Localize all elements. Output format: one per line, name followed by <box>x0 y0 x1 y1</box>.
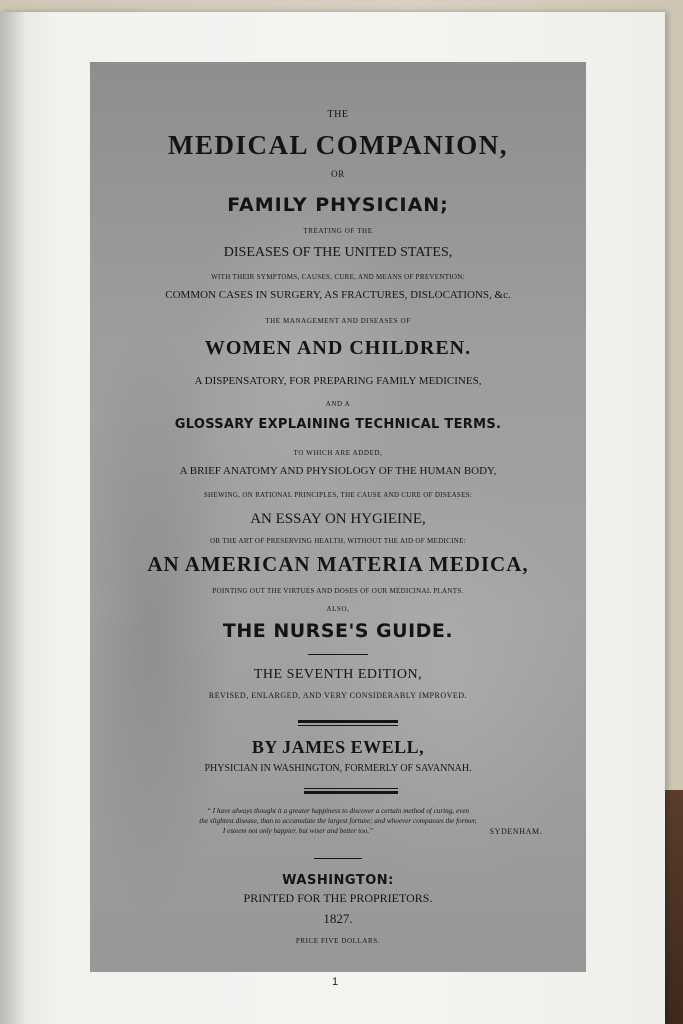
glossary-line: GLOSSARY EXPLAINING TECHNICAL TERMS. <box>174 417 502 432</box>
short-divider-2 <box>314 858 362 859</box>
the-label: THE <box>327 109 349 120</box>
printer-line: PRINTED FOR THE PROPRIETORS. <box>243 891 433 905</box>
also-line: ALSO, <box>326 605 350 613</box>
common-cases-line: COMMON CASES IN SURGERY, AS FRACTURES, DISLOCATIONS, &c. <box>165 289 511 301</box>
subtitle: FAMILY PHYSICIAN; <box>227 194 449 216</box>
price-line: PRICE FIVE DOLLARS. <box>295 937 381 945</box>
anatomy-line: A BRIEF ANATOMY AND PHYSIOLOGY OF THE HUMAN BODY, <box>179 465 497 477</box>
year-line: 1827. <box>323 911 353 926</box>
short-divider <box>308 654 368 655</box>
title-page-facsimile <box>90 62 586 972</box>
main-title: MEDICAL COMPANION, <box>168 130 508 160</box>
treating-line: TREATING OF THE <box>303 227 373 235</box>
author-line: BY JAMES EWELL, <box>251 737 425 757</box>
thin-divider-bottom <box>304 788 398 789</box>
place-line: WASHINGTON: <box>282 873 394 888</box>
quote-line-1: “ I have always thought it a greater happiness to discover a certain method of curing, even <box>206 807 470 815</box>
art-line: OR THE ART OF PRESERVING HEALTH, WITHOUT THE AID OF MEDICINE: <box>210 537 466 545</box>
book-gutter-shadow <box>0 12 26 1024</box>
or-label: OR <box>331 169 345 179</box>
quote-line-3: I esteem not only happier, but wiser and better too.” <box>222 827 374 835</box>
dispensatory-line: A DISPENSATORY, FOR PREPARING FAMILY MEDICINES, <box>194 375 482 387</box>
shewing-line: SHEWING, ON RATIONAL PRINCIPLES, THE CAUSE AND CURE OF DISEASES: <box>203 491 473 499</box>
and-a-line: AND A <box>325 400 351 408</box>
thick-divider-bottom <box>304 791 398 794</box>
to-which-line: TO WHICH ARE ADDED, <box>293 449 383 457</box>
page-number: 1 <box>331 976 339 988</box>
pointing-line: POINTING OUT THE VIRTUES AND DOSES OF OUR MEDICINAL PLANTS. <box>212 587 464 595</box>
nurses-guide-line: THE NURSE'S GUIDE. <box>222 620 454 642</box>
thin-divider-top <box>298 725 398 726</box>
management-line: THE MANAGEMENT AND DISEASES OF <box>265 317 411 325</box>
essay-line: AN ESSAY ON HYGIEINE, <box>250 511 426 527</box>
women-children-line: WOMEN AND CHILDREN. <box>204 337 472 359</box>
author-description: PHYSICIAN IN WASHINGTON, FORMERLY OF SAVANNAH. <box>204 763 472 774</box>
quote-attribution: SYDENHAM. <box>489 827 543 836</box>
materia-medica-line: AN AMERICAN MATERIA MEDICA, <box>147 552 529 576</box>
diseases-line: DISEASES OF THE UNITED STATES, <box>223 245 453 260</box>
quote-line-2: the slightest disease, than to accumulate the largest fortune; and whoever compasses the former, <box>199 817 477 825</box>
revised-line: REVISED, ENLARGED, AND VERY CONSIDERABLY IMPROVED. <box>208 691 468 700</box>
edition-line: THE SEVENTH EDITION, <box>253 667 423 682</box>
thick-divider-top <box>298 720 398 723</box>
symptoms-line: WITH THEIR SYMPTOMS, CAUSES, CURE, AND MEANS OF PREVENTION: <box>211 273 465 281</box>
